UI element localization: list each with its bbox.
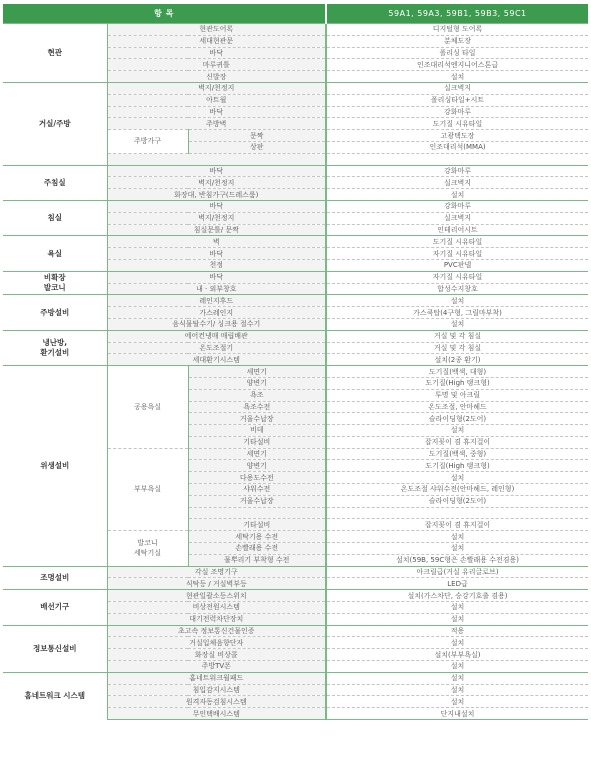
item-value: 설치 [326, 318, 588, 330]
table-row [3, 236, 588, 248]
item-value: 설치 [326, 661, 588, 673]
item-label: 거울수납장 [188, 413, 326, 425]
item-value: 인조대리석엔지니어스톤급 [326, 59, 588, 71]
item-label: 세대현관문 [107, 35, 326, 47]
item-value: 설치 [326, 543, 588, 555]
item-value: 설치 [326, 295, 588, 307]
item-label: 식탁등 / 거실벽부등 [107, 578, 326, 590]
item-label: 주방TV폰 [107, 661, 326, 673]
item-value: 가스쿡탑(4구형, 그릴마부착) [326, 307, 588, 319]
item-value: 분체도장 [326, 35, 588, 47]
item-label [188, 507, 326, 519]
item-value: 설치 [326, 425, 588, 437]
item-label [107, 153, 326, 165]
item-value: 도기질(High 탱크형) [326, 460, 588, 472]
item-value: 자기질 시유타일 [326, 271, 588, 283]
item-value: 폴리싱 타일 [326, 47, 588, 59]
item-label: 각실 조명기구 [107, 566, 326, 578]
item-value: 거실 및 각 침실 [326, 342, 588, 354]
category-label: 배선기구 [3, 590, 107, 625]
item-value: 설치 [326, 71, 588, 83]
item-value: 설치 [326, 637, 588, 649]
item-value: 실크벽지 [326, 212, 588, 224]
item-label: 욕조 [188, 389, 326, 401]
subcategory-label: 부부욕실 [107, 448, 188, 531]
category-label: 욕실 [3, 236, 107, 271]
table-row [3, 295, 588, 307]
item-value: 아크릴급(거실 유리글로브) [326, 566, 588, 578]
category-label: 위생설비 [3, 366, 107, 567]
category-label: 현관 [3, 24, 107, 83]
item-label: 문짝 [188, 130, 326, 142]
item-value: 디지털형 도어록 [326, 24, 588, 36]
item-label: 바닥 [107, 165, 326, 177]
item-label: 가스레인지 [107, 307, 326, 319]
category-label: 조명설비 [3, 566, 107, 590]
item-label: 천정 [107, 259, 326, 271]
item-value: 설치(부부욕실) [326, 649, 588, 661]
item-label: 세면기 [188, 448, 326, 460]
item-value: 인조대리석(MMA) [326, 141, 588, 153]
item-label: 화장실 비상콜 [107, 649, 326, 661]
item-value: LED급 [326, 578, 588, 590]
item-label: 벽 [107, 236, 326, 248]
category-label: 비확장 발코니 [3, 271, 107, 295]
item-value: 온도조절, 안마헤드 [326, 401, 588, 413]
item-label: 상판 [188, 141, 326, 153]
item-value: 설치 [326, 602, 588, 614]
subcategory-label: 주방가구 [107, 130, 188, 154]
item-value: 합성수지창호 [326, 283, 588, 295]
table-row [3, 366, 588, 378]
item-value: 고광택도장 [326, 130, 588, 142]
item-label: 바닥 [107, 200, 326, 212]
item-label: 바닥 [107, 47, 326, 59]
item-label: 주방벽 [107, 118, 326, 130]
category-label: 주침실 [3, 165, 107, 200]
item-value [326, 153, 588, 165]
category-label: 냉난방, 환기설비 [3, 330, 107, 365]
item-label: 비데 [188, 425, 326, 437]
subcategory-label: 공용욕실 [107, 366, 188, 449]
item-value: 강화마루 [326, 200, 588, 212]
table-body [3, 24, 588, 720]
table-row [3, 24, 588, 36]
item-value: 설치 [326, 684, 588, 696]
item-value: 강화마루 [326, 165, 588, 177]
item-value: 인테리어시트 [326, 224, 588, 236]
item-label: 신발장 [107, 71, 326, 83]
subcategory-label: 발코니 세탁기실 [107, 531, 188, 566]
item-value: 잡지꽂이 겸 휴지걸이 [326, 436, 588, 448]
table-header-row [3, 4, 588, 24]
spec-table-container [3, 4, 588, 720]
table-row [3, 672, 588, 684]
item-label: 마루귀틀 [107, 59, 326, 71]
item-value: 슬라이딩형(2도어) [326, 495, 588, 507]
item-label: 욕조수전 [188, 401, 326, 413]
item-label: 온도조절기 [107, 342, 326, 354]
item-value: 단지내설치 [326, 708, 588, 720]
item-value: 실크벽지 [326, 177, 588, 189]
item-label: 침실문틀/ 문짝 [107, 224, 326, 236]
item-label: 원격자동검침시스템 [107, 696, 326, 708]
item-value: 설치(2종 환기) [326, 354, 588, 366]
item-value: 슬라이딩형(2도어) [326, 413, 588, 425]
item-label: 바닥 [107, 106, 326, 118]
item-value: 온도조절 샤워수전(안마헤드, 레인형) [326, 484, 588, 496]
item-label: 내 · 외부창호 [107, 283, 326, 295]
item-value: 실크벽지 [326, 82, 588, 94]
item-value: 강화마루 [326, 106, 588, 118]
item-label: 대기전력차단장치 [107, 613, 326, 625]
item-value: 도기질 시유타일 [326, 236, 588, 248]
item-label: 현관일괄소등스위치 [107, 590, 326, 602]
item-value: 잡지꽂이 겸 휴지걸이 [326, 519, 588, 531]
table-row [3, 590, 588, 602]
item-label: 바닥 [107, 271, 326, 283]
item-value: 도기질 시유타일 [326, 118, 588, 130]
category-label: 거실/주방 [3, 82, 107, 165]
item-label: 다용도수전 [188, 472, 326, 484]
item-value: 설치 [326, 472, 588, 484]
item-value: 설치(가스차단, 승강기호출 겸용) [326, 590, 588, 602]
table-row [3, 82, 588, 94]
item-label: 양변기 [188, 460, 326, 472]
item-label: 샤워수전 [188, 484, 326, 496]
item-value: 도기질(백색, 중형) [326, 448, 588, 460]
category-label: 침실 [3, 200, 107, 235]
item-label: 기타설비 [188, 519, 326, 531]
item-label: 초고속 정보통신건물인증 [107, 625, 326, 637]
item-label: 홈네트워크월패드 [107, 672, 326, 684]
item-value: 설치 [326, 531, 588, 543]
item-label: 아트월 [107, 94, 326, 106]
table-row [3, 165, 588, 177]
table-row [3, 271, 588, 283]
item-label: 손빨래용 수전 [188, 543, 326, 555]
item-label: 거실입체음향단자 [107, 637, 326, 649]
item-value: 투명 및 아크릴 [326, 389, 588, 401]
table-row [3, 625, 588, 637]
category-label: 홈네트워크 시스템 [3, 672, 107, 719]
header-item: 항 목 [3, 4, 326, 24]
item-label: 비상전원시스템 [107, 602, 326, 614]
item-value: 설치(59B, 59C형은 손빨래용 수전겸용) [326, 554, 588, 566]
item-label: 물뿌리기 부착형 수전 [188, 554, 326, 566]
item-value: 적용 [326, 625, 588, 637]
item-value: 설치 [326, 696, 588, 708]
item-value: 설치 [326, 613, 588, 625]
category-label: 주방설비 [3, 295, 107, 330]
table-row [3, 566, 588, 578]
item-value: 설치 [326, 189, 588, 201]
header-unit-types: 59A1, 59A3, 59B1, 59B3, 59C1 [326, 4, 588, 24]
item-value: 폴리싱타일+시트 [326, 94, 588, 106]
item-label: 양변기 [188, 377, 326, 389]
item-value: PVC판넬 [326, 259, 588, 271]
item-label: 거울수납장 [188, 495, 326, 507]
item-label: 세대환기시스템 [107, 354, 326, 366]
table-row [3, 200, 588, 212]
item-label: 침입감지시스템 [107, 684, 326, 696]
item-value: 설치 [326, 672, 588, 684]
item-label: 벽지/천정지 [107, 82, 326, 94]
item-label: 음식물탈수기/ 싱크용 절수기 [107, 318, 326, 330]
item-label: 무인택배시스템 [107, 708, 326, 720]
item-value: 도기질(백색, 대형) [326, 366, 588, 378]
table-row [3, 330, 588, 342]
item-label: 세면기 [188, 366, 326, 378]
item-label: 화장대, 반침가구(드레스룸) [107, 189, 326, 201]
spec-table [3, 4, 588, 720]
item-label: 벽지/천정지 [107, 177, 326, 189]
item-label: 현관도어록 [107, 24, 326, 36]
item-label: 바닥 [107, 248, 326, 260]
item-label: 레인지후드 [107, 295, 326, 307]
item-label: 에어컨냉매 매립배관 [107, 330, 326, 342]
item-label: 세탁기용 수전 [188, 531, 326, 543]
item-value: 도기질(High 탱크형) [326, 377, 588, 389]
item-value: 거실 및 각 침실 [326, 330, 588, 342]
item-value: 자기질 시유타일 [326, 248, 588, 260]
category-label: 정보통신설비 [3, 625, 107, 672]
item-label: 기타설비 [188, 436, 326, 448]
item-label: 벽지/천정지 [107, 212, 326, 224]
item-value [326, 507, 588, 519]
